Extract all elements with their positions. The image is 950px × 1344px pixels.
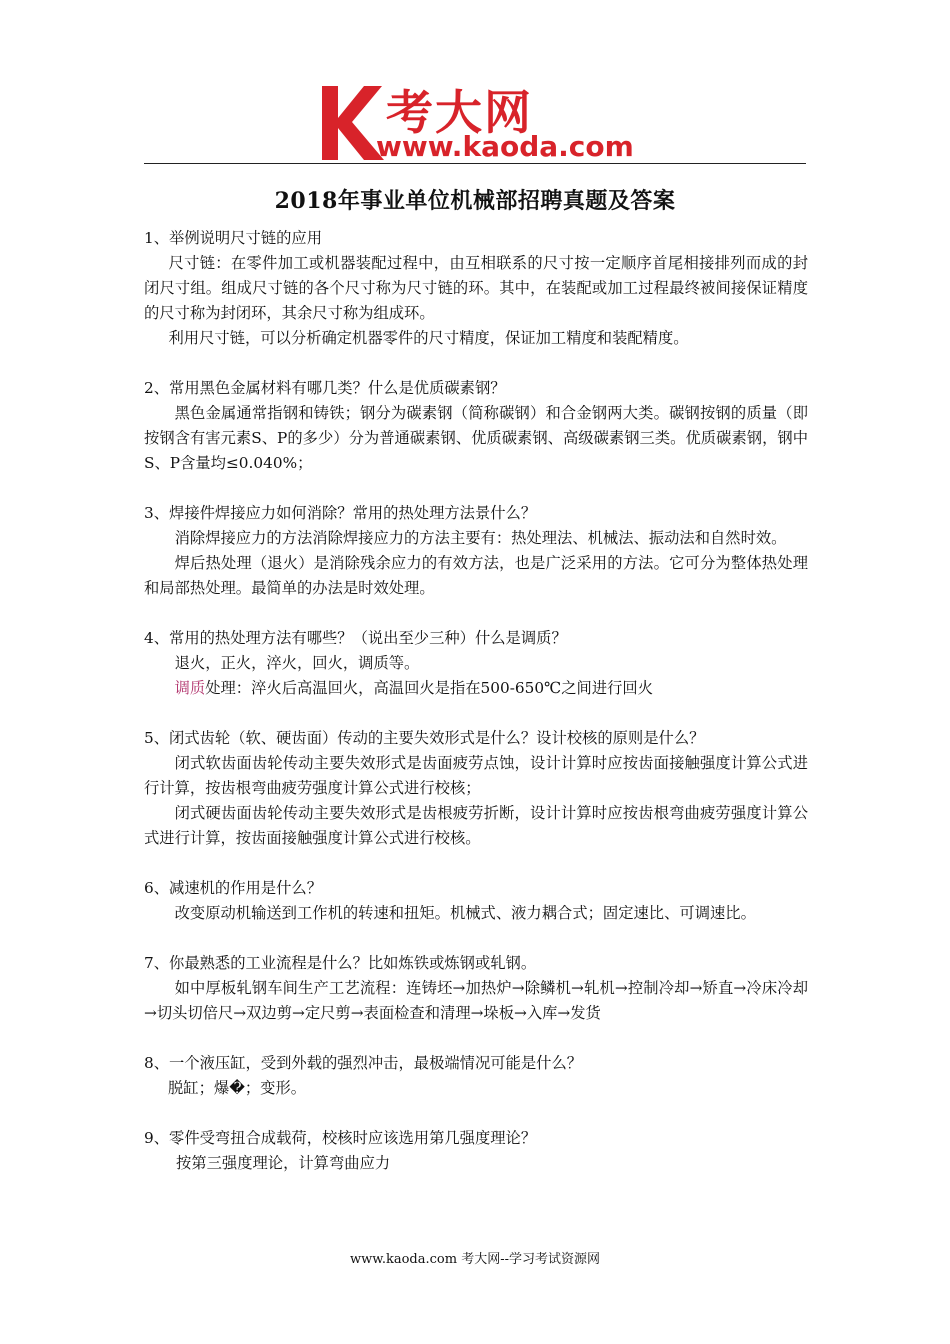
answer-paragraph: 按第三强度理论，计算弯曲应力 — [176, 1154, 391, 1172]
answer-paragraph: 闭式硬齿面齿轮传动主要失效形式是齿根疲劳折断，设计计算时应按齿根弯曲疲劳强度计算公式进行计算，按齿面接触强度计算公式进行校核。 — [144, 804, 808, 847]
spacer — [144, 351, 808, 376]
answer-paragraph: 焊后热处理（退火）是消除残余应力的有效方法，也是广泛采用的方法。它可分为整体热处理和局部热处理。最简单的办法是时效处理。 — [144, 554, 808, 597]
answer-paragraph: 退火，正火，淬火，回火，调质等。 — [174, 654, 420, 672]
highlighted-term: 调质 — [174, 679, 206, 697]
answer-paragraph — [144, 676, 808, 701]
answer-paragraph: 利用尺寸链，可以分析确定机器零件的尺寸精度，保证加工精度和装配精度。 — [168, 329, 689, 347]
question-5: 5、闭式齿轮（软、硬齿面）传动的主要失效形式是什么？设计校核的原则是什么？ — [144, 729, 705, 747]
question-6: 6、减速机的作用是什么？ — [144, 879, 322, 897]
question-2: 2、常用黑色金属材料有哪几类？什么是优质碳素钢？ — [144, 379, 506, 397]
question-7: 7、你最熟悉的工业流程是什么？比如炼铁或炼钢或轧钢。 — [144, 954, 537, 972]
question-9: 9、零件受弯扭合成载荷，校核时应该选用第几强度理论？ — [144, 1129, 537, 1147]
answer-paragraph: 如中厚板轧钢车间生产工艺流程：连铸坯→加热炉→除鳞机→轧机→控制冷却→矫直→冷床冷却→切头切倍尺→双边剪→定尺剪→表面检查和清理→垛板→入库→发货 — [144, 979, 808, 1022]
question-3: 3、焊接件焊接应力如何消除？常用的热处理方法景什么？ — [144, 504, 537, 522]
answer-paragraph: 尺寸链：在零件加工或机器装配过程中，由互相联系的尺寸按一定顺序首尾相接排列而成的封闭尺寸组。组成尺寸链的各个尺寸称为尺寸链的环。其中，在装配或加工过程最终被间接保证精度的尺寸称为封闭环，其余尺寸称为组成环。 — [144, 254, 808, 322]
answer-paragraph: 闭式软齿面齿轮传动主要失效形式是齿面疲劳点蚀，设计计算时应按齿面接触强度计算公式进行计算，按齿根弯曲疲劳强度计算公式进行校核； — [144, 754, 808, 797]
spacer — [144, 601, 808, 626]
site-logo — [318, 82, 638, 162]
spacer — [144, 701, 808, 726]
logo-url: www.kaoda.com — [376, 130, 634, 163]
logo-brand-name: 考大网 — [386, 86, 533, 141]
question-4: 4、常用的热处理方法有哪些？（说出至少三种）什么是调质？ — [144, 629, 567, 647]
header-divider — [144, 163, 806, 164]
page-footer: www.kaoda.com 考大网--学习考试资源网 — [350, 1252, 600, 1267]
spacer — [144, 476, 808, 501]
spacer — [144, 926, 808, 951]
question-8: 8、一个液压缸，受到外载的强烈冲击，最极端情况可能是什么？ — [144, 1054, 583, 1072]
spacer — [144, 1026, 808, 1051]
answer-paragraph: 黑色金属通常指钢和铸铁；钢分为碳素钢（简称碳钢）和合金钢两大类。碳钢按钢的质量（即按钢含有害元素S、P的多少）分为普通碳素钢、优质碳素钢、高级碳素钢三类。优质碳素钢，钢中S、P含量均≤0.040%； — [144, 404, 808, 472]
answer-text: 处理：淬火后高温回火，高温回火是指在500-650℃之间进行回火 — [205, 679, 654, 697]
spacer — [144, 851, 808, 876]
answer-paragraph: 改变原动机输送到工作机的转速和扭矩。机械式、液力耦合式；固定速比、可调速比。 — [174, 904, 756, 922]
answer-paragraph: 消除焊接应力的方法消除焊接应力的方法主要有：热处理法、机械法、振动法和自然时效。 — [174, 529, 787, 547]
spacer — [144, 1101, 808, 1126]
page-title: 2018年事业单位机械部招聘真题及答案 — [274, 188, 676, 214]
question-1: 1、举例说明尺寸链的应用 — [144, 229, 322, 247]
document-body — [144, 226, 808, 1176]
answer-paragraph: 脱缸；爆�；变形。 — [168, 1079, 307, 1097]
